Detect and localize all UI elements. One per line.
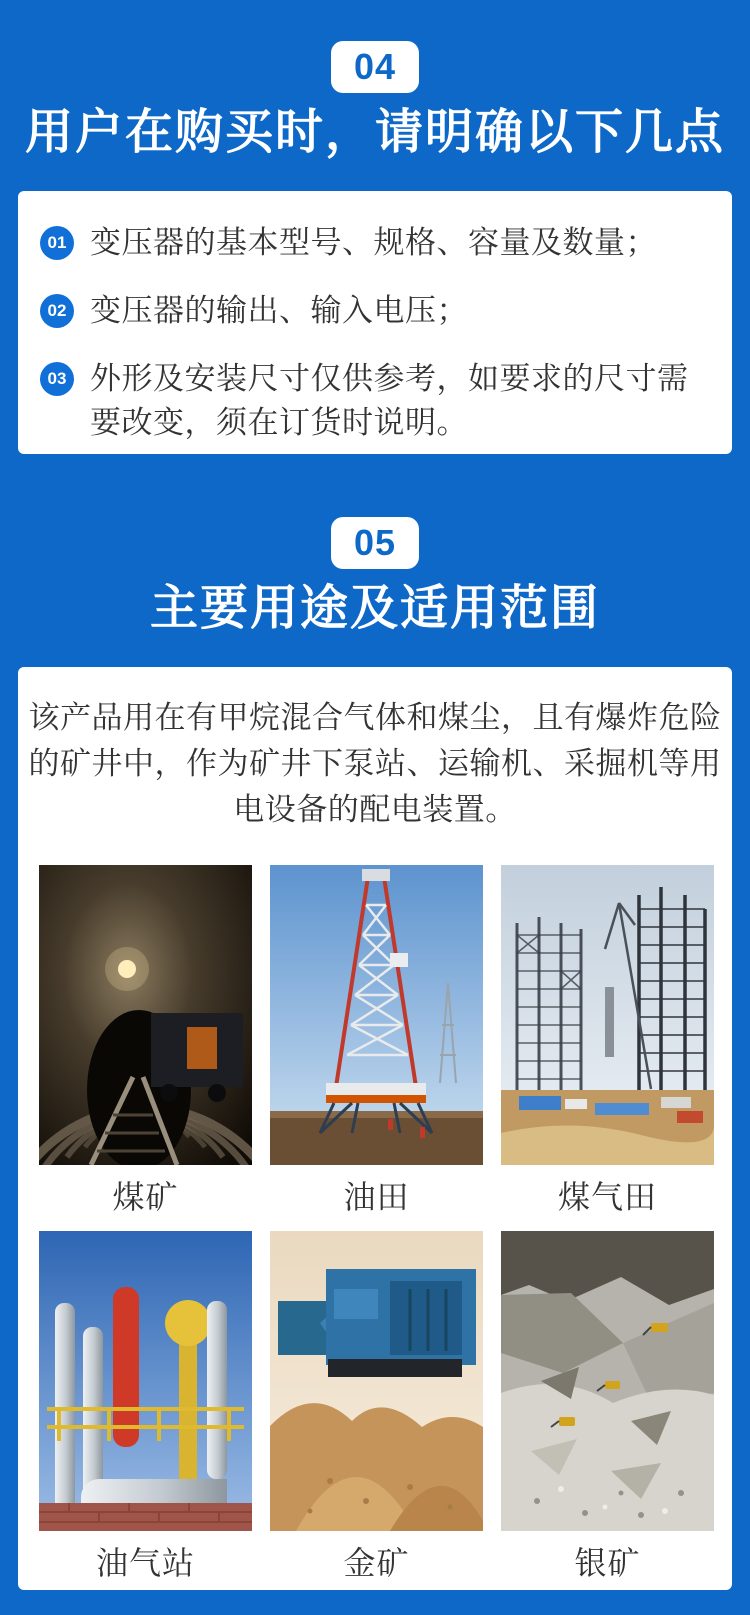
list-item: [40, 289, 706, 333]
gallery-item: [39, 865, 252, 1231]
gallery-caption: 金矿: [343, 1545, 410, 1581]
gallery-caption: 油田: [343, 1179, 410, 1215]
usage-description: [18, 695, 732, 833]
gallery-item: [270, 1231, 483, 1597]
gallery-item: [270, 865, 483, 1231]
gallery-item: [501, 1231, 714, 1597]
gallery-caption: 银矿: [574, 1545, 641, 1581]
coal-mine-photo: [39, 865, 252, 1165]
section-05-number: 05: [353, 522, 397, 563]
point-number-badge: 01: [40, 226, 74, 260]
purchase-points-card: [18, 191, 732, 454]
point-text: 变压器的基本型号、规格、容量及数量；: [90, 225, 657, 260]
gold-mine-photo: [270, 1231, 483, 1531]
section-05: [0, 454, 750, 1590]
point-number-badge: 02: [40, 294, 74, 328]
point-number-badge: 03: [40, 362, 74, 396]
section-04-title: 用户在购买时，请明确以下几点: [24, 106, 725, 159]
gallery-item: [39, 1231, 252, 1597]
point-text: 外形及安装尺寸仅供参考，如要求的尺寸需要改变，须在订货时说明。: [90, 361, 689, 440]
usage-description-line: 的矿井中，作为矿井下泵站、运输机、采掘机等用: [28, 746, 722, 781]
gallery-item: [501, 865, 714, 1231]
gallery-caption: 煤矿: [112, 1179, 179, 1215]
list-item: [40, 221, 706, 265]
gallery-caption: 煤气田: [557, 1179, 657, 1215]
section-04-number: 04: [353, 46, 397, 87]
section-04: [0, 0, 750, 454]
section-05-number-chip: [331, 517, 419, 569]
usage-description-line: 该产品用在有甲烷混合气体和煤尘，且有爆炸危险: [28, 700, 722, 735]
list-item: [40, 357, 706, 445]
oil-field-photo: [270, 865, 483, 1165]
gas-field-photo: [501, 865, 714, 1165]
application-gallery: [18, 865, 732, 1597]
section-05-title: 主要用途及适用范围: [149, 582, 600, 635]
silver-mine-photo: [501, 1231, 714, 1531]
gallery-caption: 油气站: [95, 1545, 195, 1581]
usage-card: [18, 667, 732, 1590]
section-04-number-chip: [331, 41, 419, 93]
oil-gas-station-photo: [39, 1231, 252, 1531]
point-text: 变压器的输出、输入电压；: [90, 293, 468, 328]
usage-description-line: 电设备的配电装置。: [233, 792, 517, 827]
